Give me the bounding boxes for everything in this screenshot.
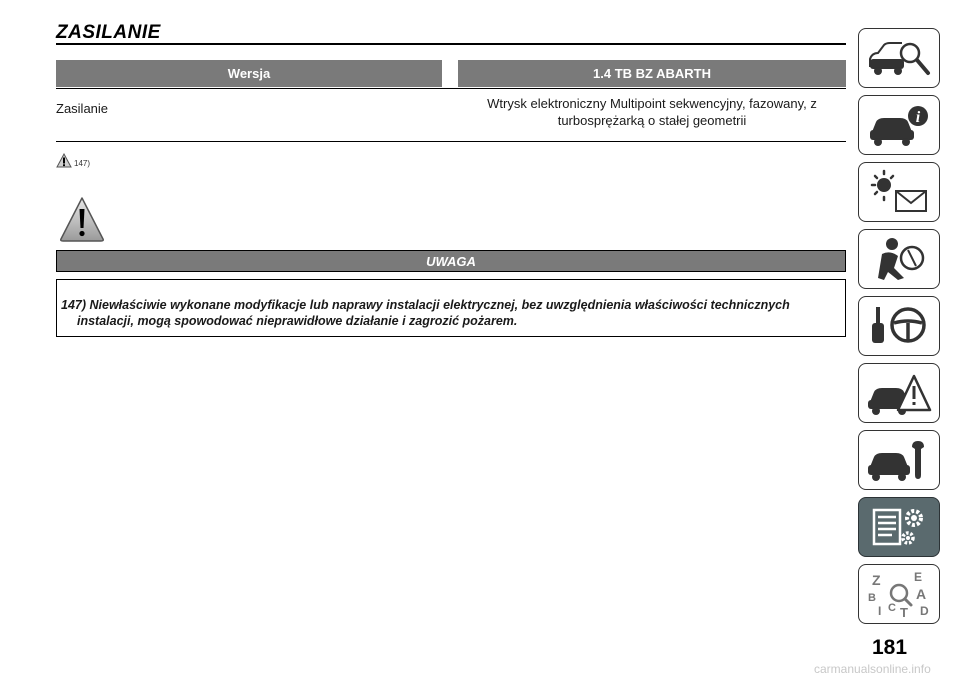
tab-car-info[interactable] xyxy=(858,95,940,155)
svg-text:i: i xyxy=(915,109,921,126)
car-warning-icon xyxy=(864,368,934,418)
svg-text:Z: Z xyxy=(872,572,881,588)
car-wrench-icon xyxy=(864,435,934,485)
page-number: 181 xyxy=(872,636,908,659)
tab-light-envelope[interactable] xyxy=(858,162,940,222)
small-warning-icon xyxy=(56,153,72,168)
section-title: ZASILANIE xyxy=(56,22,161,43)
svg-text:A: A xyxy=(916,586,927,602)
warning-triangle-icon xyxy=(58,195,106,243)
tab-car-wrench[interactable] xyxy=(858,430,940,490)
tab-car-warning[interactable] xyxy=(858,363,940,423)
list-gears-icon xyxy=(864,502,934,552)
table-cell-value: Wtrysk elektroniczny Multipoint sekwencyjny, fazowany, z turbosprężarką o stałej geometrii xyxy=(487,96,817,128)
table-rule-top xyxy=(56,88,846,89)
car-info-icon xyxy=(864,100,934,150)
tab-car-search[interactable] xyxy=(858,28,940,88)
tab-alphabet-index[interactable] xyxy=(858,564,940,624)
steering-wheel-icon xyxy=(864,301,934,351)
svg-text:B: B xyxy=(868,592,876,604)
title-rule xyxy=(56,43,846,45)
tab-airbag-person[interactable] xyxy=(858,229,940,289)
warning-text: 147) Niewłaściwie wykonane modyfikacje lub naprawy instalacji elektrycznej, bez uwzględnienia właściwości technicznych instalacji, mogą spowodować nieprawidłowe działanie i zagrozić pożarem. xyxy=(61,298,790,328)
svg-text:D: D xyxy=(920,604,929,618)
table-cell-label: Zasilanie xyxy=(56,101,109,116)
table-header-engine: 1.4 TB BZ ABARTH xyxy=(458,60,846,87)
svg-text:I: I xyxy=(878,604,882,618)
table-header-version: Wersja xyxy=(56,60,442,87)
light-envelope-icon xyxy=(864,167,934,217)
alphabet-index-icon xyxy=(864,569,934,619)
warning-box xyxy=(56,279,846,337)
svg-text:E: E xyxy=(914,570,923,584)
svg-text:C: C xyxy=(888,602,896,614)
tab-list-gears[interactable] xyxy=(858,497,940,557)
warning-heading: UWAGA xyxy=(56,250,846,272)
car-search-icon xyxy=(864,33,934,83)
airbag-person-icon xyxy=(864,234,934,284)
tab-steering-wheel[interactable] xyxy=(858,296,940,356)
svg-text:T: T xyxy=(900,605,908,619)
reference-number: 147) xyxy=(74,159,91,168)
watermark: carmanualsonline.info xyxy=(814,662,931,676)
table-rule-bottom xyxy=(56,141,846,142)
warning-reference[interactable] xyxy=(56,153,90,168)
